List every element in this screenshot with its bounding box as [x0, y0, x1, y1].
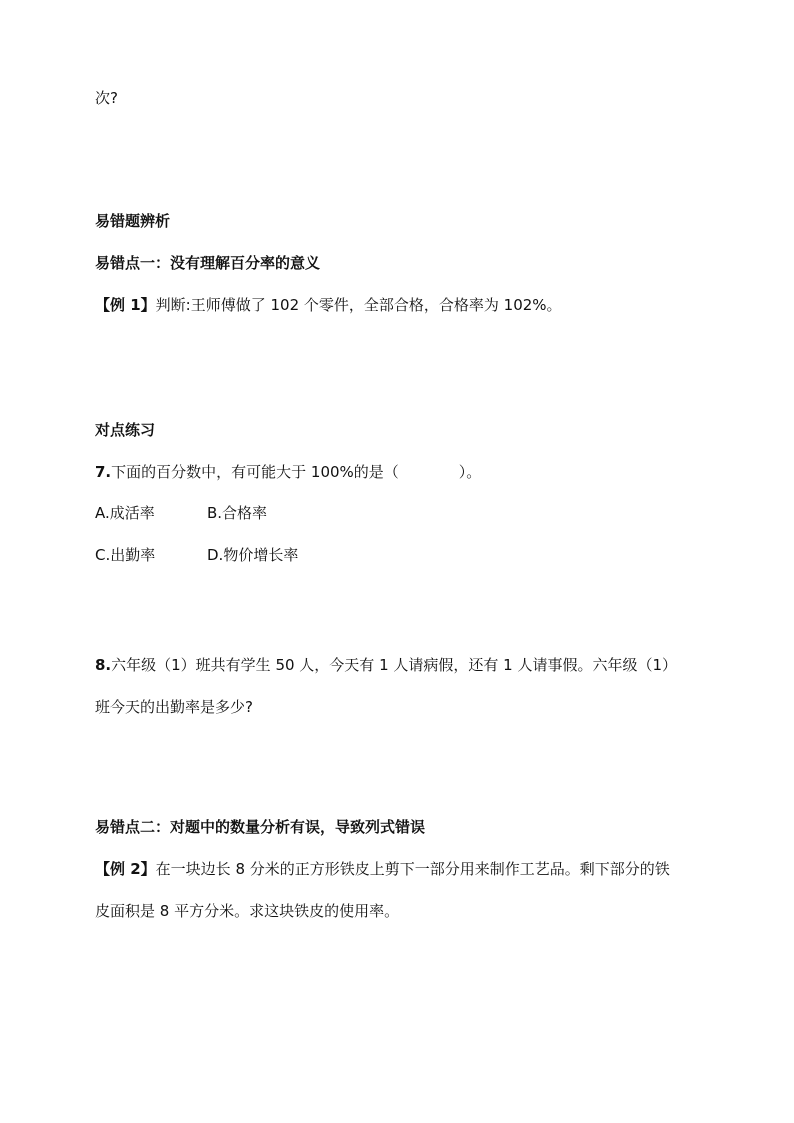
- error-point-1-title: 易错点一：没有理解百分率的意义: [95, 254, 321, 272]
- question-7-number: 7.: [95, 463, 112, 481]
- question-8-text-1: 六年级（1）班共有学生 50 人，今天有 1 人请病假，还有 1 人请事假。六年级（1）: [111, 656, 678, 674]
- question-8-line-1: [95, 655, 677, 675]
- example-2-text-1: 在一块边长 8 分米的正方形铁皮上剪下一部分用来制作工艺品。剩下部分的铁: [155, 860, 670, 878]
- question-7-text: 下面的百分数中，有可能大于 100%的是（ ）。: [111, 463, 482, 481]
- question-7-option-a: A.成活率: [95, 504, 155, 522]
- question-7-option-d: D.物价增长率: [207, 546, 299, 564]
- section-title: 易错题辨析: [95, 212, 171, 230]
- question-7: [95, 462, 481, 482]
- example-2-line-2: 皮面积是 8 平方分米。求这块铁皮的使用率。: [95, 902, 400, 920]
- question-8-number: 8.: [95, 656, 112, 674]
- continuation-text: 次?: [95, 89, 118, 107]
- question-7-option-b: B.合格率: [207, 504, 268, 522]
- example-1-tag: 【例 1】: [95, 296, 156, 314]
- example-1-text: 判断:王师傅做了 102 个零件，全部合格，合格率为 102%。: [155, 296, 562, 314]
- example-1: [95, 295, 562, 315]
- error-point-2-title: 易错点二：对题中的数量分析有误，导致列式错误: [95, 818, 426, 836]
- question-7-option-c: C.出勤率: [95, 546, 156, 564]
- practice-title: 对点练习: [95, 421, 156, 439]
- example-2-line-1: [95, 859, 670, 879]
- question-8-line-2: 班今天的出勤率是多少?: [95, 698, 253, 716]
- example-2-tag: 【例 2】: [95, 860, 156, 878]
